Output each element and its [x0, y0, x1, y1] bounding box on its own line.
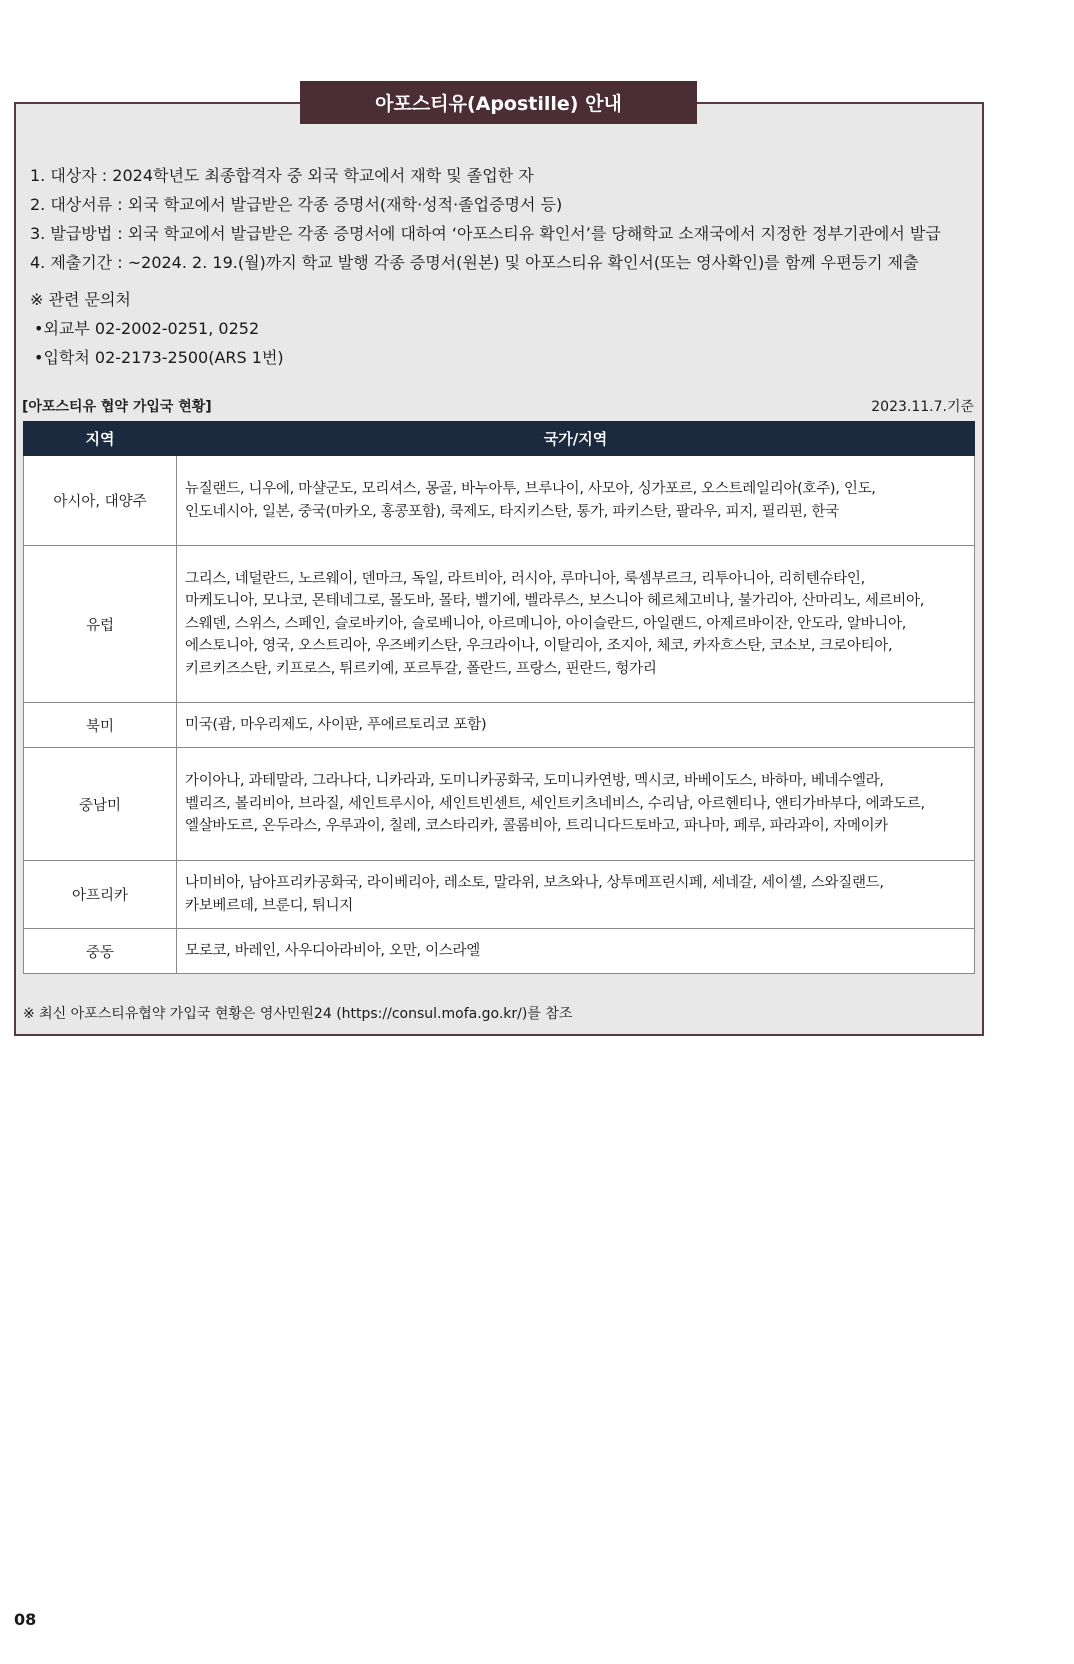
table-caption-row: [22, 396, 974, 418]
countries-line: 모로코, 바레인, 사우디아라비아, 오만, 이스라엘: [185, 942, 480, 959]
region-cell: 북미: [24, 703, 177, 748]
countries-line: 엘살바도르, 온두라스, 우루과이, 칠레, 코스타리카, 콜롬비아, 트리니다드토바고, 파나마, 페루, 파라과이, 자메이카: [185, 818, 888, 835]
countries-line: 가이아나, 과테말라, 그라나다, 니카라과, 도미니카공화국, 도미니카연방, 멕시코, 바베이도스, 바하마, 베네수엘라,: [185, 773, 884, 790]
contact-admissions: •입학처 02-2173-2500(ARS 1번): [34, 348, 284, 367]
countries-line: 에스토니아, 영국, 오스트리아, 우즈베키스탄, 우크라이나, 이탈리아, 조지아, 체코, 카자흐스탄, 코소보, 크로아티아,: [185, 638, 893, 655]
region-cell: 유럽: [24, 546, 177, 703]
region-cell: 중남미: [24, 748, 177, 861]
countries-cell: [177, 456, 975, 546]
countries-line: 마케도니아, 모나코, 몬테네그로, 몰도바, 몰타, 벨기에, 벨라루스, 보스니아 헤르체고비나, 불가리아, 산마리노, 세르비아,: [185, 593, 925, 610]
countries-cell: [177, 929, 975, 974]
countries-cell: [177, 748, 975, 861]
region-cell: 중동: [24, 929, 177, 974]
countries-line: 뉴질랜드, 니우에, 마샬군도, 모리셔스, 몽골, 바누아투, 브루나이, 사모아, 싱가포르, 오스트레일리아(호주), 인도,: [185, 481, 876, 497]
countries-line: 인도네시아, 일본, 중국(마카오, 홍콩포함), 쿡제도, 타지키스탄, 통가, 파키스탄, 팔라우, 피지, 필리핀, 한국: [185, 503, 839, 520]
info-list: [30, 161, 970, 277]
table-caption: [아포스티유 협약 가입국 현황]: [22, 399, 212, 415]
countries-line: 나미비아, 남아프리카공화국, 라이베리아, 레소토, 말라위, 보츠와나, 상투메프린시페, 세네갈, 세이셸, 스와질랜드,: [185, 875, 884, 891]
countries-line: 미국(괌, 마우리제도, 사이판, 푸에르토리코 포함): [185, 716, 487, 733]
region-cell: 아시아, 대양주: [24, 456, 177, 546]
countries-line: 그리스, 네덜란드, 노르웨이, 덴마크, 독일, 라트비아, 러시아, 루마니아, 룩셈부르크, 리투아니아, 리히텐슈타인,: [185, 570, 865, 587]
contact-title: ※ 관련 문의처: [30, 290, 131, 309]
table-row: [24, 703, 975, 748]
table-header-row: [24, 422, 975, 456]
info-item-method: 3. 발급방법 : 외국 학교에서 발급받은 각종 증명서에 대하여 ‘아포스티유 확인서’를 당해학교 소재국에서 지정한 정부기관에서 발급: [30, 224, 941, 243]
header-countries: 국가/지역: [177, 422, 975, 456]
table-row: [24, 748, 975, 861]
countries-cell: [177, 546, 975, 703]
table-row: [24, 929, 975, 974]
header-region: 지역: [24, 422, 177, 456]
countries-line: 스웨덴, 스위스, 스페인, 슬로바키아, 슬로베니아, 아르메니아, 아이슬란드, 아일랜드, 아제르바이잔, 안도라, 알바니아,: [185, 615, 907, 632]
countries-line: 키르키즈스탄, 키프로스, 튀르키예, 포르투갈, 폴란드, 프랑스, 핀란드, 헝가리: [185, 660, 657, 677]
info-item-documents: 2. 대상서류 : 외국 학교에서 발급받은 각종 증명서(재학·성적·졸업증명서 등): [30, 195, 563, 214]
info-item-deadline: 4. 제출기간 : ~2024. 2. 19.(월)까지 학교 발행 각종 증명서(원본) 및 아포스티유 확인서(또는 영사확인)를 함께 우편등기 제출: [30, 253, 919, 272]
table-row: [24, 861, 975, 929]
countries-line: 카보베르데, 브룬디, 튀니지: [185, 897, 354, 914]
table-date: 2023.11.7.기준: [871, 399, 974, 415]
countries-cell: [177, 703, 975, 748]
footnote: ※ 최신 아포스티유협약 가입국 현황은 영사민원24 (https://consul.mofa.go.kr/)를 참조: [23, 1006, 573, 1022]
member-countries-table: [23, 421, 975, 974]
table-row: [24, 456, 975, 546]
page-title: 아포스티유(Apostille) 안내: [300, 81, 697, 124]
table-row: [24, 546, 975, 703]
contact-mofa: •외교부 02-2002-0251, 0252: [34, 319, 260, 338]
countries-cell: [177, 861, 975, 929]
region-cell: 아프리카: [24, 861, 177, 929]
countries-line: 벨리즈, 볼리비아, 브라질, 세인트루시아, 세인트빈센트, 세인트키츠네비스, 수리남, 아르헨티나, 앤티가바부다, 에콰도르,: [185, 795, 925, 812]
contact-section: [30, 285, 530, 372]
info-item-target: 1. 대상자 : 2024학년도 최종합격자 중 외국 학교에서 재학 및 졸업한 자: [30, 166, 534, 185]
page-number: 08: [14, 1610, 37, 1629]
